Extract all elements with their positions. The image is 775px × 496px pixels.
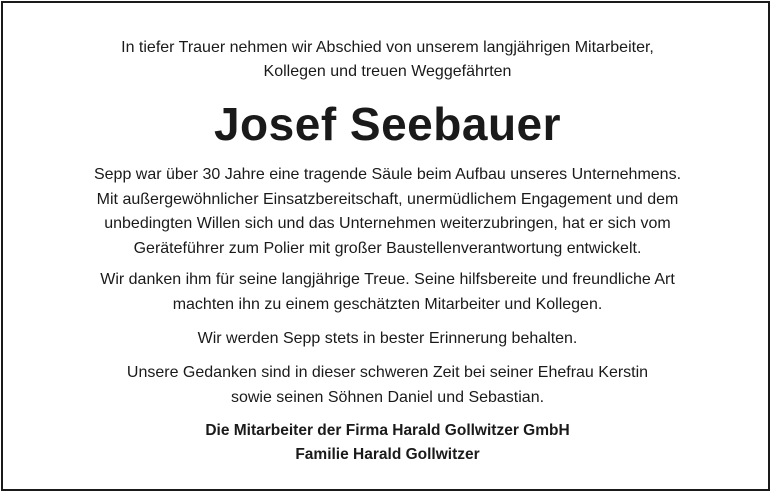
intro-line-2: Kollegen und treuen Weggefährten — [263, 63, 512, 80]
thanks-line: machten ihn zu einem geschätzten Mitarbeiter und Kollegen. — [172, 295, 603, 313]
remembrance-paragraph — [0, 327, 775, 352]
signature-family: Familie Harald Gollwitzer — [295, 446, 480, 463]
tribute-line: Sepp war über 30 Jahre eine tragende Säule beim Aufbau unseres Unternehmens. — [93, 166, 682, 183]
family-paragraph — [0, 361, 775, 410]
signature-block — [0, 419, 775, 467]
family-line: sowie seinen Söhnen Daniel und Sebastian. — [230, 388, 545, 406]
tribute-line: Geräteführer zum Polier mit großer Baustellenverantwortung entwickelt. — [133, 239, 642, 257]
thanks-line: Wir danken ihm für seine langjährige Treue. Seine hilfsbereite und freundliche Art — [100, 271, 675, 288]
tribute-line: Mit außergewöhnlicher Einsatzbereitschaft, unermüdlichem Engagement und dem — [96, 190, 679, 208]
tribute-line: unbedingten Willen sich und das Unternehmen weiterzubringen, hat er sich vom — [104, 215, 671, 232]
intro-text — [0, 36, 775, 84]
remembrance-line: Wir werden Sepp stets in bester Erinnerung behalten. — [197, 330, 578, 347]
deceased-name: Josef Seebauer — [213, 98, 562, 150]
signature-company: Die Mitarbeiter der Firma Harald Gollwitzer GmbH — [205, 422, 570, 439]
thanks-paragraph — [0, 268, 775, 317]
tribute-paragraph — [0, 163, 775, 261]
intro-line-1: In tiefer Trauer nehmen wir Abschied von unserem langjährigen Mitarbeiter, — [121, 39, 654, 56]
family-line: Unsere Gedanken sind in dieser schweren Zeit bei seiner Ehefrau Kerstin — [126, 364, 649, 381]
